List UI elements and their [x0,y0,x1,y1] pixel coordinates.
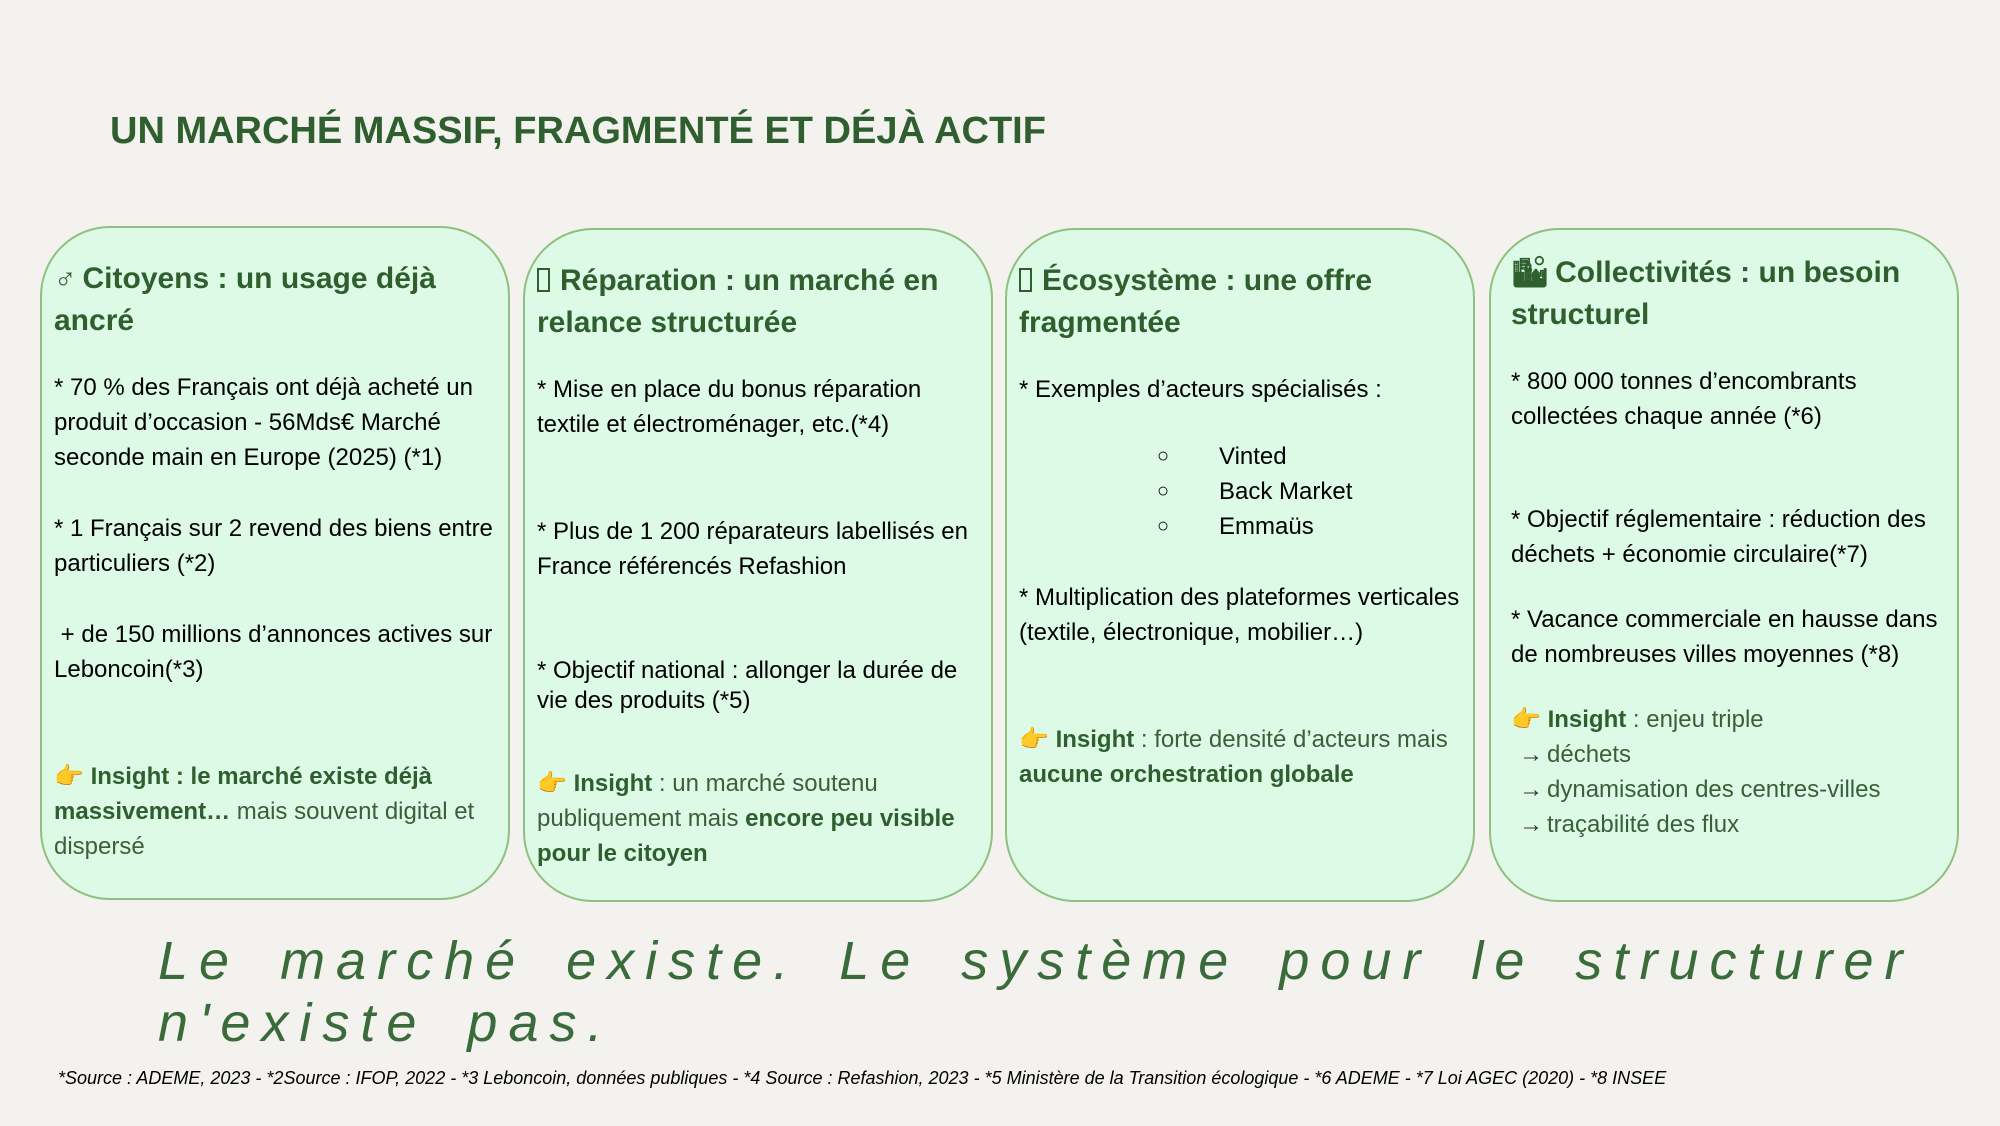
card-citoyens [40,226,510,900]
insight-text: : enjeu triple [1626,706,1764,733]
repair-icon [537,268,550,292]
arrow-right-icon: → [1519,741,1543,768]
card-point: * Multiplication des plateformes verticales (textile, électronique, mobilier…) [1019,584,1460,646]
insight-bold: aucune orchestration globale [1019,761,1354,788]
insight-bold: Insight [1547,706,1627,733]
card-title-text: Citoyens : un usage déjà ancré [54,262,436,337]
list-item: ○ Back Market [1019,474,1461,509]
list-item: ○ Emmaüs [1019,509,1461,544]
insight-bold: Insight [1055,726,1135,753]
arrow-right-icon: → [1519,811,1543,838]
insight-bold: encore peu visible pour le citoyen [537,805,955,867]
card-title-text: Écosystème : une offre fragmentée [1019,264,1373,339]
list-item: ○ Vinted [1019,439,1461,474]
card-title-text: Collectivités : un besoin structurel [1511,256,1901,331]
card-insight [1019,722,1461,792]
insight-text: mais souvent digital et dispersé [54,798,475,860]
insight-arrow-item [1511,807,1945,842]
card-point: * Vacance commerciale en hausse dans de nombreuses villes moyennes (*8) [1511,606,1938,668]
arrow-item-text: dynamisation des centres-villes [1547,776,1881,803]
card-point: * Objectif national : allonger la durée de vie des produits (*5) [537,657,958,714]
insight-bold: Insight : le marché existe déjà massivement… [54,763,433,825]
insight-arrow-item [1511,772,1945,807]
card-insight [1511,702,1945,737]
arrow-right-icon: → [1519,776,1543,803]
card-collectivites [1489,228,1959,902]
footnote-sources: *Source : ADEME, 2023 - *2Source : IFOP, 2022 - *3 Leboncoin, données publiques - *4 Source : Refashion, 2023 - *5 Ministère de la Transition écologique - *6 ADEME - *7 Loi AGEC (2020) - *8 INSEE [58,1068,1667,1088]
actor-list [1019,439,1461,544]
card-point: * Mise en place du bonus réparation textile et électroménager, etc.(*4) [537,376,922,438]
male-symbol-icon: ♂ [54,262,77,295]
pointing-hand-icon: 👉 [54,763,84,790]
pointing-hand-icon: 👉 [537,770,567,797]
pointing-hand-icon: 👉 [1019,726,1049,753]
card-title [1019,260,1461,344]
ecosystem-icon [1019,268,1032,292]
card-title [54,258,496,342]
card-point: * Exemples d’acteurs spécialisés : [1019,376,1382,403]
insight-arrow-item [1511,737,1945,772]
card-insight [537,766,979,871]
arrow-item-text: traçabilité des flux [1547,811,1740,838]
pointing-hand-icon: 👉 [1511,706,1541,733]
card-ecosysteme [1005,228,1475,902]
card-title [537,260,979,344]
card-point: * 1 Français sur 2 revend des biens entre particuliers (*2) [54,515,493,577]
insight-text: : forte densité d’acteurs mais [1134,726,1448,753]
card-title-text: Réparation : un marché en relance structurée [537,264,939,339]
insight-text: : un marché soutenu publiquement mais [537,770,878,832]
page-title: UN MARCHÉ MASSIF, FRAGMENTÉ ET DÉJÀ ACTIF [110,110,1046,152]
insight-bold: Insight [573,770,653,797]
card-title [1511,252,1945,336]
card-point: * Plus de 1 200 réparateurs labellisés en France référencés Refashion [537,518,968,580]
arrow-item-text: déchets [1547,741,1632,768]
card-insight [54,759,496,864]
card-reparation [523,228,993,902]
tagline: Le marché existe. Le système pour le structurer n'existe pas. [158,931,1914,1053]
card-point: + de 150 millions d’annonces actives sur Leboncoin(*3) [54,621,499,683]
card-point: * Objectif réglementaire : réduction des déchets + économie circulaire(*7) [1511,506,1926,568]
card-point: * 800 000 tonnes d’encombrants collectées chaque année (*6) [1511,368,1857,430]
card-point: * 70 % des Français ont déjà acheté un produit d’occasion - 56Mds€ Marché seconde main en Europe (2025) (*1) [54,374,473,471]
city-icon: 🏙 [1511,256,1550,289]
